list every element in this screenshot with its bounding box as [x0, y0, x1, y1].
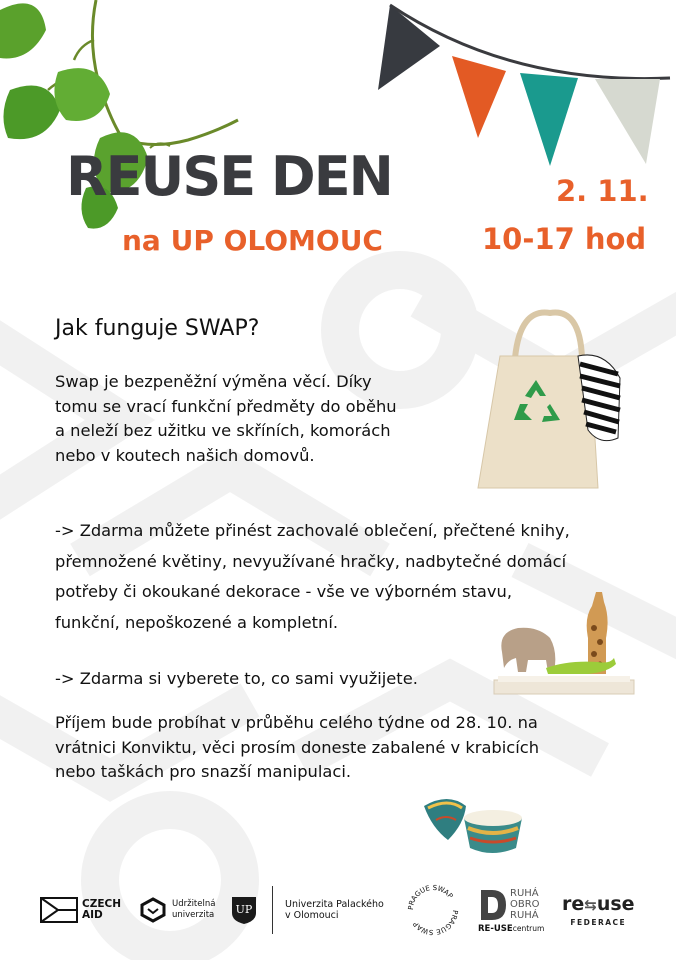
prague-swap-ring-icon	[404, 884, 462, 936]
svg-text:PRAGUE SWAP	[412, 910, 459, 936]
dobro-line: OBRO	[510, 899, 540, 910]
reuse-logo-part: use	[596, 892, 635, 915]
czech-flag-icon	[40, 897, 78, 923]
up-line: Univerzita Palackého	[285, 899, 384, 910]
udrzitelna-line: univerzita	[172, 910, 215, 920]
udrzitelna-univerzita-logo	[140, 884, 215, 936]
reuse-federace-logo	[562, 884, 635, 936]
udrzitelna-line: Udržitelná	[172, 899, 216, 909]
flag-teal	[520, 73, 578, 166]
udrzitelna-icon	[140, 897, 166, 923]
dobro-druha-logo	[478, 884, 544, 936]
federace-label: FEDERACE	[570, 917, 627, 927]
czech-aid-line: AID	[82, 909, 103, 921]
collection-line: vrátnici Konviktu, věci prosím doneste zabalené v krabicích	[55, 737, 540, 757]
reuse-arrow-icon: ⇆	[584, 895, 597, 914]
flag-light	[595, 79, 660, 164]
up-line: v Olomouci	[285, 910, 339, 921]
event-title: REUSE DEN	[66, 145, 392, 208]
dobro-caption-bold: RE-USE	[478, 923, 513, 934]
svg-text:UP: UP	[235, 903, 253, 916]
section-heading: Jak funguje SWAP?	[55, 316, 260, 341]
up-olomouc-logo	[230, 884, 384, 936]
bring-line: funkční, nepoškozené a kompletní.	[55, 612, 339, 632]
czech-aid-logo	[40, 884, 121, 936]
ceramic-bowls-icon	[418, 788, 530, 858]
dobro-line: RUHÁ	[510, 910, 539, 921]
prague-swap-logo	[404, 884, 462, 936]
svg-text:PRAGUE SWAP	[407, 884, 454, 910]
czech-aid-line: CZECH	[82, 898, 121, 910]
take-items-paragraph: -> Zdarma si vyberete to, co sami využijete.	[55, 669, 418, 688]
event-subtitle: na UP OLOMOUC	[122, 224, 383, 257]
intro-line: tomu se vrací funkční předměty do oběhu	[55, 396, 397, 416]
event-time: 10-17 hod	[482, 222, 647, 256]
up-crest-icon	[230, 895, 258, 925]
intro-line: nebo v koutech našich domovů.	[55, 445, 315, 465]
reuse-logo-part: re	[562, 892, 585, 915]
dobro-caption-light: centrum	[512, 923, 545, 933]
bring-line: přemnožené květiny, nevyužívané hračky, nadbytečné domácí	[55, 551, 567, 571]
bring-line: -> Zdarma můžete přinést zachovalé oblečení, přečtené knihy,	[55, 521, 570, 540]
dobro-line: RUHÁ	[510, 888, 539, 899]
intro-line: a neleží bez užitku ve skříních, komorách	[55, 421, 391, 440]
swap-ring-text: PRAGUE SWAP	[406, 884, 455, 911]
collection-line: Příjem bude probíhat v průběhu celého týdne od 28. 10. na	[55, 713, 538, 732]
bunting-flags	[370, 0, 676, 170]
intro-paragraph	[55, 370, 475, 468]
event-date: 2. 11.	[556, 174, 649, 208]
logo-divider	[272, 886, 273, 934]
tote-bag-icon	[470, 308, 630, 493]
dobro-d-icon	[478, 887, 508, 923]
collection-info-paragraph	[55, 711, 615, 785]
wooden-toys-icon	[488, 588, 638, 700]
collection-line: nebo taškách pro snazší manipulaci.	[55, 762, 352, 781]
bring-line: potřeby či okoukané dekorace - vše ve výborném stavu,	[55, 582, 513, 601]
intro-line: Swap je bezpeněžní výměna věcí. Díky	[55, 372, 372, 391]
swap-ring-text: PRAGUE SWAP	[411, 909, 460, 936]
flag-orange	[452, 56, 506, 138]
